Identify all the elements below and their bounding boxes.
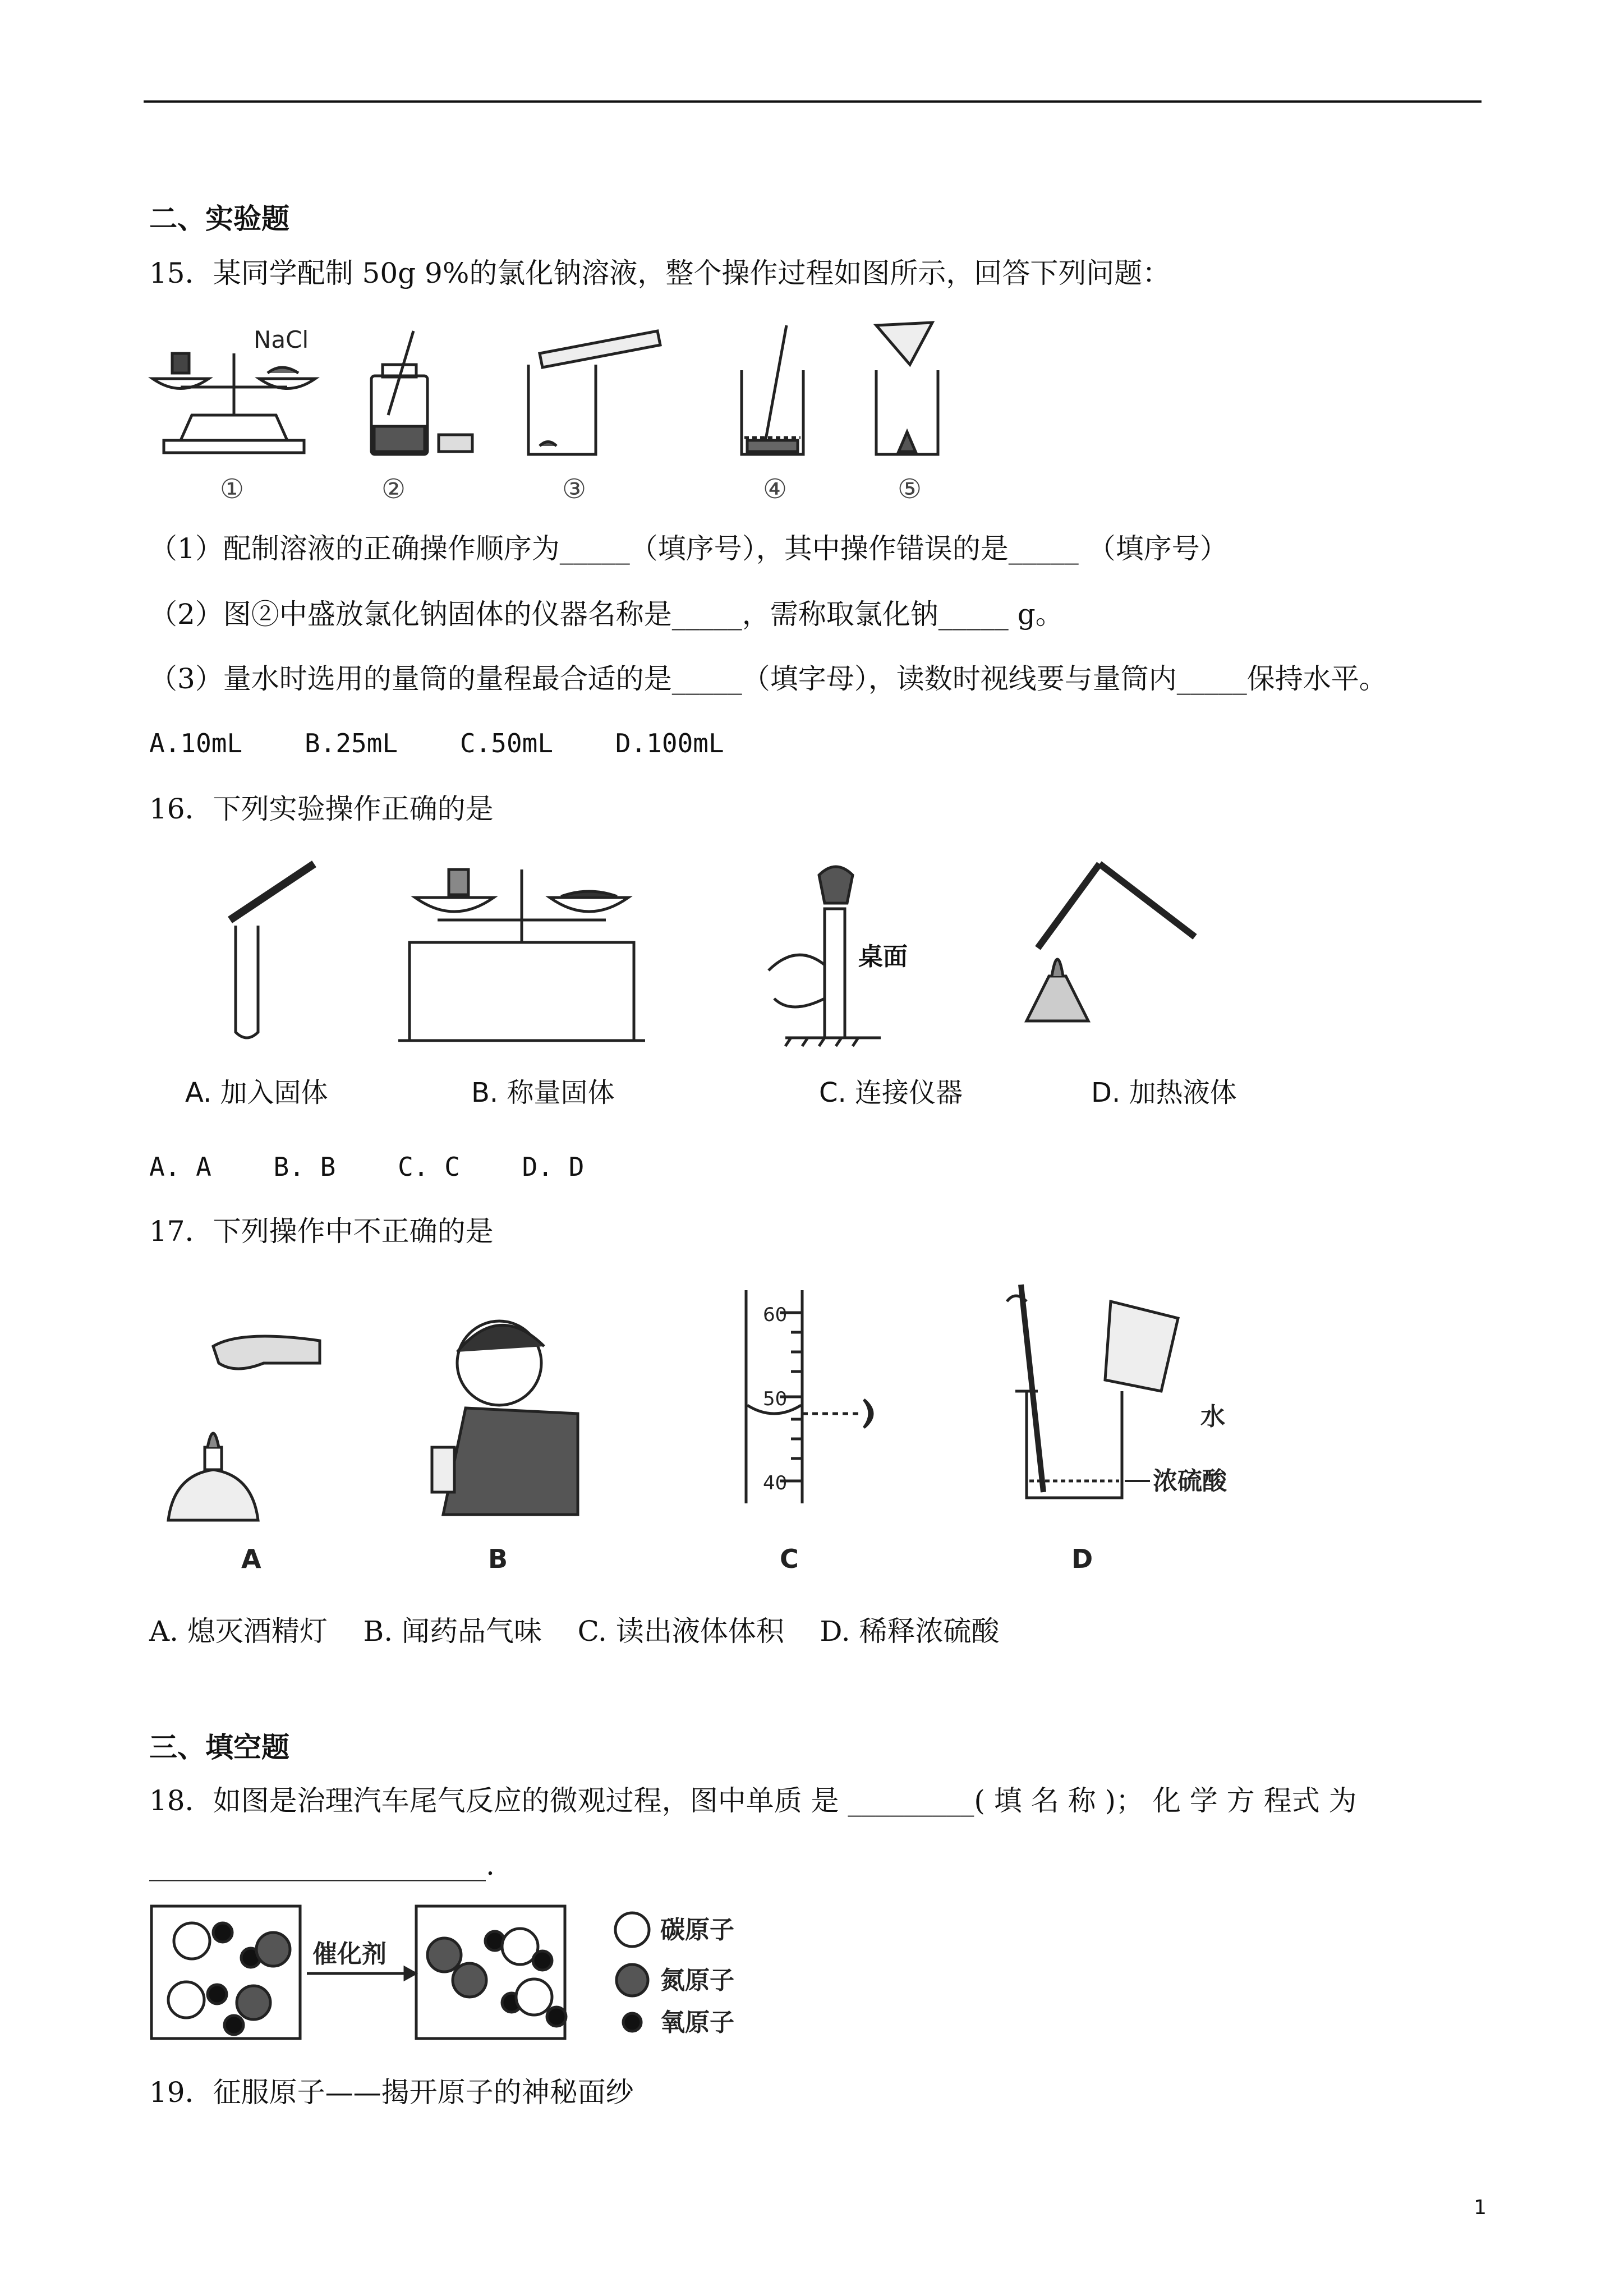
q16-caption-c: C. 连接仪器 (819, 1077, 963, 1108)
beaker-stir-icon (742, 325, 803, 454)
balance-scale-icon (398, 869, 645, 1041)
q18-stem: 18．如图是治理汽车尾气反应的微观过程，图中单质 是 _________( 填 名 称 )； 化 学 方 程式 为 (149, 1784, 1357, 1817)
fig-label-1: ① (220, 473, 245, 505)
q17-fig-letter-c: C (780, 1544, 799, 1574)
header-rule (144, 100, 1482, 103)
heating-flask-icon (1027, 864, 1195, 1021)
q17-figure-row (151, 1279, 1273, 1582)
test-tube-icon (230, 864, 314, 1038)
scale-label-50: 50 (763, 1388, 788, 1410)
scale-label-40: 40 (763, 1472, 788, 1494)
q16-options: A. A B. B C. C D. D (149, 1152, 585, 1182)
legend-carbon: 碳原子 (660, 1916, 734, 1944)
products-box (416, 1906, 565, 2039)
page-number: 1 (1474, 2196, 1487, 2219)
desk-label: 桌面 (858, 942, 908, 971)
q18-reaction-figure (147, 1902, 775, 2047)
catalyst-label: 催化剂 (312, 1940, 387, 1968)
reagent-bottle-icon (371, 331, 472, 454)
q15-figure-row (147, 320, 988, 505)
acid-label: 浓硫酸 (1153, 1467, 1227, 1496)
q17-options: A. 熄灭酒精灯 B. 闻药品气味 C. 读出液体体积 D. 稀释浓硫酸 (149, 1615, 1000, 1648)
q17-fig-letter-a: A (241, 1544, 261, 1574)
q16-caption-a: A. 加入固体 (185, 1077, 328, 1108)
beaker-paper-icon (876, 323, 938, 454)
alcohol-lamp-icon (168, 1336, 320, 1520)
legend-oxygen: 氧原子 (660, 2008, 734, 2037)
section-title-experiment: 二、实验题 (149, 203, 289, 235)
q17-fig-letter-d: D (1071, 1544, 1093, 1574)
fig-label-2: ② (381, 473, 406, 505)
q17-fig-letter-b: B (488, 1544, 508, 1574)
q18-line2: ________________________. (149, 1849, 495, 1881)
q16-stem: 16．下列实验操作正确的是 (149, 793, 494, 825)
q15-sub2: （2）图②中盛放氯化钠固体的仪器名称是_____，需称取氯化钠_____ g。 (149, 598, 1064, 631)
fig-label-3: ③ (562, 473, 587, 505)
fig-label-4: ④ (763, 473, 788, 505)
q15-options: A.10mL B.25mL C.50mL D.100mL (149, 728, 724, 758)
q15-sub3: （3）量水时选用的量筒的量程最合适的是_____（填字母），读数时视线要与量筒内_____保持水平。 (149, 662, 1387, 695)
q16-caption-b: B. 称量固体 (471, 1077, 615, 1108)
nacl-label: NaCl (254, 326, 309, 353)
water-label: 水 (1200, 1402, 1225, 1431)
child-smelling-icon (432, 1321, 578, 1515)
q16-figure-row (168, 853, 1290, 1055)
q15-sub1: （1）配制溶液的正确操作顺序为_____（填序号），其中操作错误的是_____ （填序号） (149, 532, 1228, 565)
q17-stem: 17．下列操作中不正确的是 (149, 1215, 494, 1248)
fig-label-5: ⑤ (898, 473, 922, 505)
q15-stem: 15．某同学配制 50g 9%的氯化钠溶液，整个操作过程如图所示，回答下列问题： (149, 257, 1171, 289)
scale-label-60: 60 (763, 1304, 788, 1326)
beaker-pour-icon (528, 331, 660, 454)
acid-dilution-icon (1007, 1285, 1178, 1498)
section-title-fill: 三、填空题 (149, 1731, 289, 1764)
balance-icon (153, 353, 315, 453)
q16-caption-d: D. 加热液体 (1091, 1077, 1237, 1108)
legend-nitrogen: 氮原子 (660, 1966, 734, 1995)
q19-stem: 19．征服原子——揭开原子的神秘面纱 (149, 2076, 634, 2109)
